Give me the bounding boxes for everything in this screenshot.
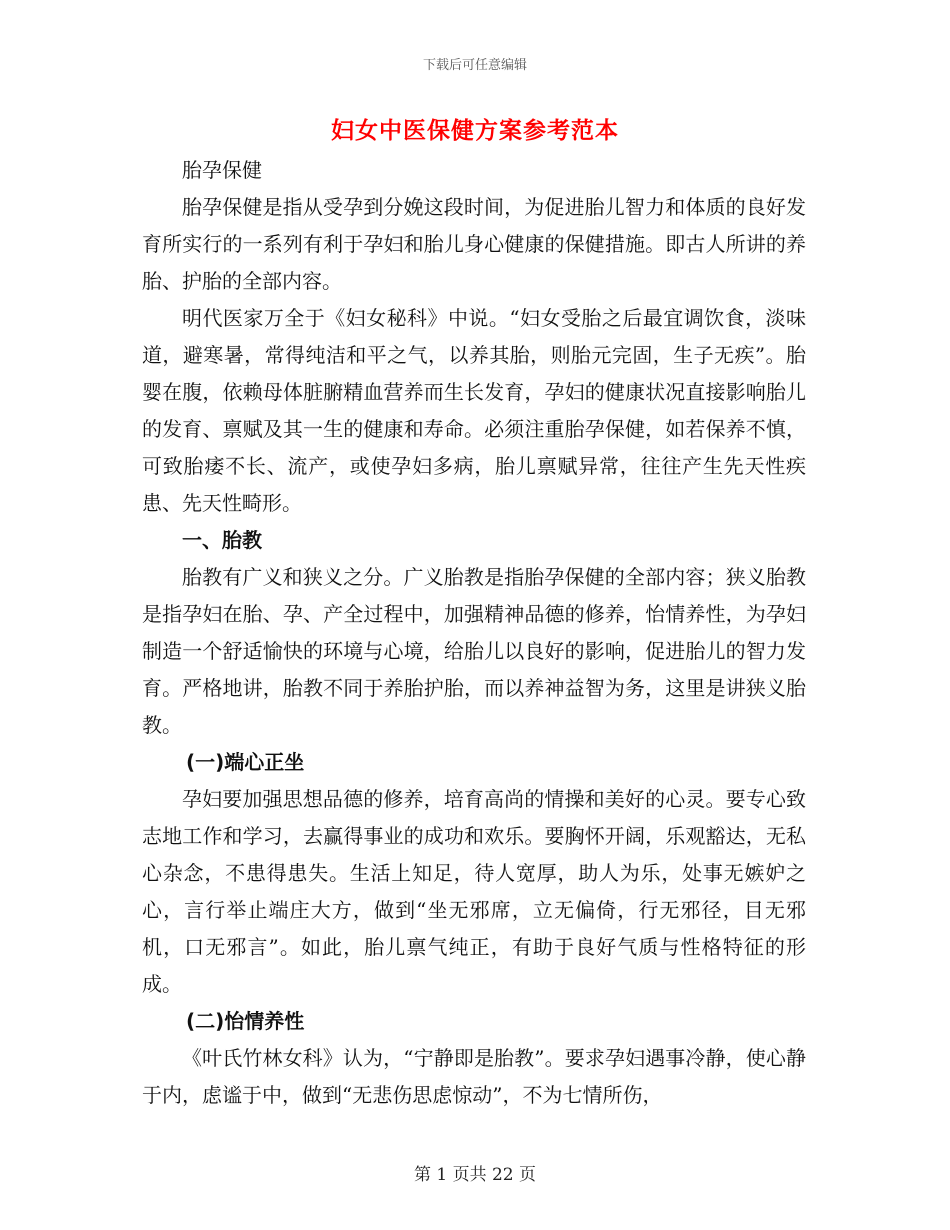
paragraph: 明代医家万全于《妇女秘科》中说。“妇女受胎之后最宜调饮食，淡味道，避寒暑，常得纯洁和平之气，以养其胎，则胎元完固，生子无疾”。胎婴在腹，依赖母体脏腑精血营养而生长发育，孕妇的健康状况直接影响胎儿的发育、禀赋及其一生的健康和寿命。必须注重胎孕保健，如若保养不慎，可致胎痿不长、流产，或使孕妇多病，胎儿禀赋异常，往往产生先天性疾患、先天性畸形。 bbox=[142, 306, 806, 515]
paragraph: 胎孕保健是指从受孕到分娩这段时间，为促进胎儿智力和体质的良好发育所实行的一系列有利于孕妇和胎儿身心健康的保健措施。即古人所讲的养胎、护胎的全部内容。 bbox=[142, 195, 806, 293]
paragraph: 孕妇要加强思想品德的修养，培育高尚的情操和美好的心灵。要专心致志地工作和学习，去赢得事业的成功和欢乐。要胸怀开阔，乐观豁达，无私心杂念，不患得患失。生活上知足，待人宽厚，助人为乐，处事无嫉妒之心，言行举止端庄大方，做到“坐无邪席，立无偏倚，行无邪径，目无邪机，口无邪言”。如此，胎儿禀气纯正，有助于良好气质与性格特征的形成。 bbox=[142, 787, 806, 996]
section-heading: 一、胎教 bbox=[182, 528, 262, 552]
page-footer: 第 1 页共 22 页 bbox=[413, 1165, 537, 1185]
section-label: 胎孕保健 bbox=[182, 158, 262, 182]
paragraph: 《叶氏竹林女科》认为，“宁静即是胎教”。要求孕妇遇事冷静，使心静于内，虑谧于中，做到“无悲伤思虑惊动”，不为七情所伤， bbox=[142, 1046, 806, 1107]
document-title: 妇女中医保健方案参考范本 bbox=[331, 117, 619, 144]
page-header: 下载后可任意编辑 bbox=[422, 58, 527, 73]
paragraph: 胎教有广义和狭义之分。广义胎教是指胎孕保健的全部内容；狭义胎教是指孕妇在胎、孕、产全过程中，加强精神品德的修养，怡情养性，为孕妇制造一个舒适愉快的环境与心境，给胎儿以良好的影响，促进胎儿的智力发育。严格地讲，胎教不同于养胎护胎，而以养神益智为务，这里是讲狭义胎教。 bbox=[142, 565, 806, 737]
document-body bbox=[142, 152, 806, 1114]
subsection-heading: (二)怡情养性 bbox=[186, 1009, 305, 1033]
subsection-heading: (一)端心正坐 bbox=[186, 750, 305, 774]
